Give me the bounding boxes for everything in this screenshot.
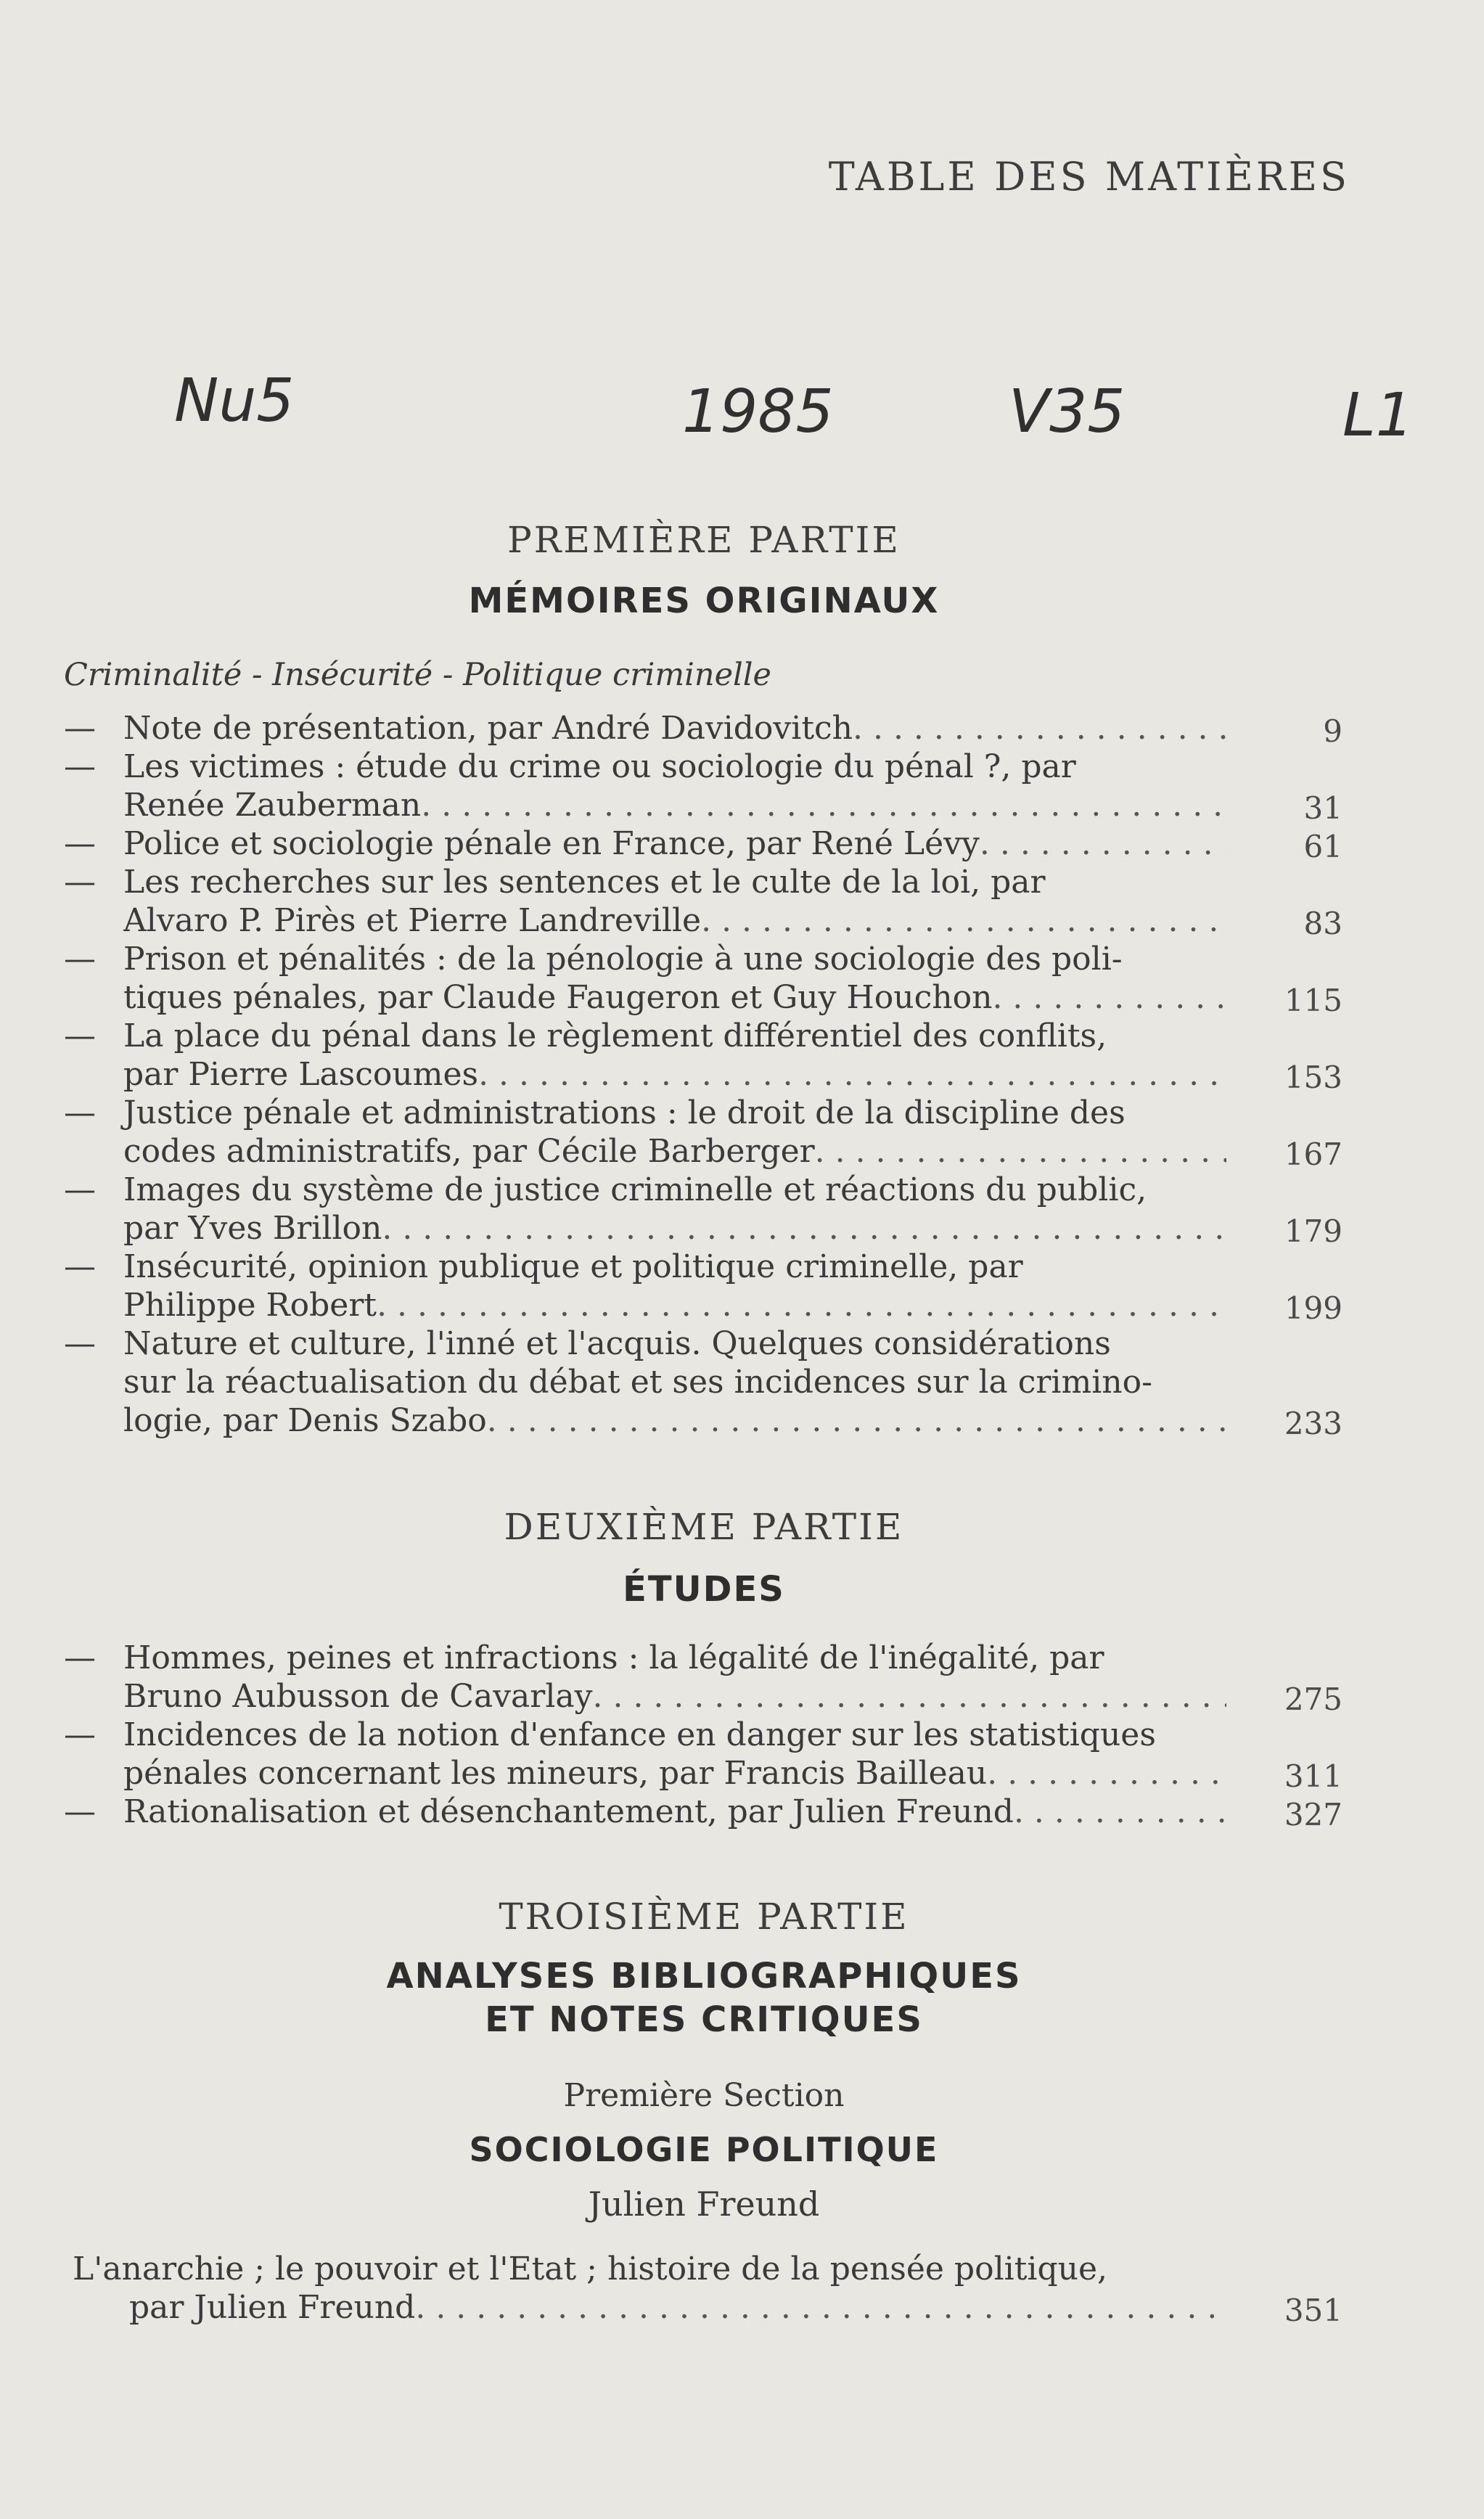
entry-line: sur la réactualisation du débat et ses incidences sur la crimino- bbox=[123, 1364, 1152, 1401]
handwritten-annotation: 1985 bbox=[682, 377, 834, 446]
entry-line: Renée Zauberman bbox=[123, 787, 422, 824]
handwritten-annotation: L1 bbox=[1342, 381, 1414, 450]
entry-line: pénales concernant les mineurs, par Francis Bailleau bbox=[123, 1755, 988, 1792]
entry-text bbox=[123, 1716, 1226, 1793]
toc-entry bbox=[0, 1793, 1484, 1831]
entry-line: Note de présentation, par André Davidovitch bbox=[123, 710, 853, 747]
dot-leader bbox=[992, 978, 1226, 1017]
dot-leader bbox=[478, 1055, 1226, 1094]
section-author: Julien Freund bbox=[588, 2184, 820, 2224]
page-title: TABLE DES MATIÈRES bbox=[828, 154, 1350, 200]
dot-leader bbox=[987, 1754, 1226, 1793]
page-number: 275 bbox=[1284, 1682, 1342, 1717]
entry-dash: — bbox=[64, 1793, 96, 1830]
entry-text bbox=[123, 1094, 1226, 1171]
page-number: 233 bbox=[1284, 1406, 1342, 1441]
dot-leader bbox=[815, 1132, 1226, 1171]
entry-text bbox=[123, 824, 1226, 863]
page-number: 327 bbox=[1284, 1797, 1342, 1832]
entry-line: Images du système de justice criminelle et réactions du public, bbox=[123, 1171, 1147, 1208]
entry-dash: — bbox=[64, 825, 96, 862]
toc-entry bbox=[0, 824, 1484, 863]
toc-entry bbox=[0, 1324, 1484, 1440]
entry-dash: — bbox=[64, 1248, 96, 1285]
entry-line: Alvaro P. Pirès et Pierre Landreville bbox=[123, 902, 702, 939]
entry-dash: — bbox=[64, 941, 96, 978]
entry-line: Rationalisation et désenchantement, par Julien Freund bbox=[123, 1793, 1014, 1830]
entry-line: La place du pénal dans le règlement différentiel des conflits, bbox=[123, 1017, 1107, 1054]
toc-entry bbox=[0, 863, 1484, 940]
entry-text bbox=[123, 1248, 1226, 1324]
entry-dash: — bbox=[64, 1716, 96, 1753]
dot-leader bbox=[377, 1286, 1226, 1324]
page-number: 311 bbox=[1284, 1758, 1342, 1794]
entry-dash: — bbox=[64, 1171, 96, 1208]
part-one-subheading: Criminalité - Insécurité - Politique criminelle bbox=[64, 657, 771, 693]
entry-line: par Pierre Lascoumes bbox=[123, 1056, 479, 1093]
entry-text bbox=[123, 709, 1226, 747]
entry-text bbox=[123, 1171, 1226, 1248]
toc-entry bbox=[0, 1248, 1484, 1324]
entry-line: codes administratifs, par Cécile Barberger bbox=[123, 1133, 815, 1170]
entry-dash: — bbox=[64, 1094, 96, 1131]
entry-text bbox=[123, 1324, 1226, 1440]
page-number: 31 bbox=[1303, 790, 1342, 826]
toc-entry bbox=[0, 1716, 1484, 1793]
entry-text bbox=[123, 1017, 1226, 1094]
entry-line: logie, par Denis Szabo bbox=[123, 1402, 487, 1439]
entry-line: Hommes, peines et infractions : la légalité de l'inégalité, par bbox=[123, 1639, 1104, 1676]
dot-leader bbox=[415, 2288, 1226, 2327]
page-number: 115 bbox=[1284, 983, 1342, 1018]
entry-line: tiques pénales, par Claude Faugeron et Guy Houchon bbox=[123, 979, 993, 1016]
part-three-title-line1: ANALYSES BIBLIOGRAPHIQUES bbox=[386, 1956, 1022, 1996]
entry-dash: — bbox=[64, 748, 96, 785]
part-three-label: TROISIÈME PARTIE bbox=[499, 1896, 909, 1938]
dot-leader bbox=[382, 1209, 1226, 1248]
toc-entry bbox=[0, 747, 1484, 824]
entry-line: Bruno Aubusson de Cavarlay bbox=[123, 1678, 593, 1715]
entry-line: par Yves Brillon bbox=[123, 1210, 382, 1247]
section-title: SOCIOLOGIE POLITIQUE bbox=[469, 2130, 939, 2169]
part-two-label: DEUXIÈME PARTIE bbox=[504, 1506, 904, 1548]
dot-leader bbox=[853, 709, 1226, 747]
toc-entry bbox=[0, 1171, 1484, 1248]
page-number: 167 bbox=[1284, 1136, 1342, 1172]
page-number: 351 bbox=[1284, 2293, 1342, 2328]
page-number: 199 bbox=[1284, 1290, 1342, 1326]
handwritten-annotation: V35 bbox=[1009, 377, 1126, 446]
entry-line: Prison et pénalités : de la pénologie à une sociologie des poli- bbox=[123, 941, 1123, 978]
toc-entry bbox=[0, 1094, 1484, 1171]
toc-entry bbox=[0, 940, 1484, 1017]
entry-text bbox=[123, 747, 1226, 824]
entry-dash: — bbox=[64, 1017, 96, 1054]
dot-leader bbox=[701, 901, 1226, 940]
page-number: 61 bbox=[1303, 829, 1342, 864]
part-three-title-line2: ET NOTES CRITIQUES bbox=[485, 1999, 923, 2040]
entry-line: Les recherches sur les sentences et le culte de la loi, par bbox=[123, 864, 1046, 901]
entry-line: par Julien Freund bbox=[129, 2289, 416, 2326]
page-number: 153 bbox=[1284, 1060, 1342, 1095]
entry-line: L'anarchie ; le pouvoir et l'Etat ; histoire de la pensée politique, bbox=[73, 2250, 1108, 2287]
toc-entry bbox=[0, 2250, 1484, 2327]
entry-text bbox=[123, 1639, 1226, 1716]
entry-dash: — bbox=[64, 1325, 96, 1362]
dot-leader bbox=[1014, 1793, 1226, 1831]
dot-leader bbox=[593, 1677, 1227, 1716]
entry-dash: — bbox=[64, 1639, 96, 1676]
entry-dash: — bbox=[64, 710, 96, 747]
entry-line: Police et sociologie pénale en France, par René Lévy bbox=[123, 825, 980, 862]
entry-line: Insécurité, opinion publique et politique criminelle, par bbox=[123, 1248, 1023, 1285]
dot-leader bbox=[487, 1401, 1226, 1440]
entry-dash: — bbox=[64, 864, 96, 901]
entry-text bbox=[73, 2250, 1226, 2327]
entry-line: Justice pénale et administrations : le droit de la discipline des bbox=[123, 1094, 1126, 1131]
toc-entry bbox=[0, 709, 1484, 747]
entry-line: Les victimes : étude du crime ou sociologie du pénal ?, par bbox=[123, 748, 1076, 785]
dot-leader bbox=[421, 786, 1226, 824]
entry-text bbox=[123, 940, 1226, 1017]
part-two-title: ÉTUDES bbox=[623, 1569, 785, 1610]
part-one-label: PREMIÈRE PARTIE bbox=[507, 519, 901, 561]
toc-entry bbox=[0, 1639, 1484, 1716]
entry-text bbox=[123, 1793, 1226, 1831]
page-number: 9 bbox=[1323, 713, 1342, 749]
page-number: 83 bbox=[1303, 906, 1342, 941]
dot-leader bbox=[980, 824, 1226, 863]
section-label: Première Section bbox=[563, 2077, 845, 2114]
entry-line: Philippe Robert bbox=[123, 1287, 377, 1324]
page-number: 179 bbox=[1284, 1213, 1342, 1249]
toc-entry bbox=[0, 1017, 1484, 1094]
entry-text bbox=[123, 863, 1226, 940]
entry-line: Nature et culture, l'inné et l'acquis. Quelques considérations bbox=[123, 1325, 1111, 1362]
entry-line: Incidences de la notion d'enfance en danger sur les statistiques bbox=[123, 1716, 1156, 1753]
part-one-title: MÉMOIRES ORIGINAUX bbox=[468, 581, 940, 621]
handwritten-annotation: Nu5 bbox=[174, 366, 295, 435]
